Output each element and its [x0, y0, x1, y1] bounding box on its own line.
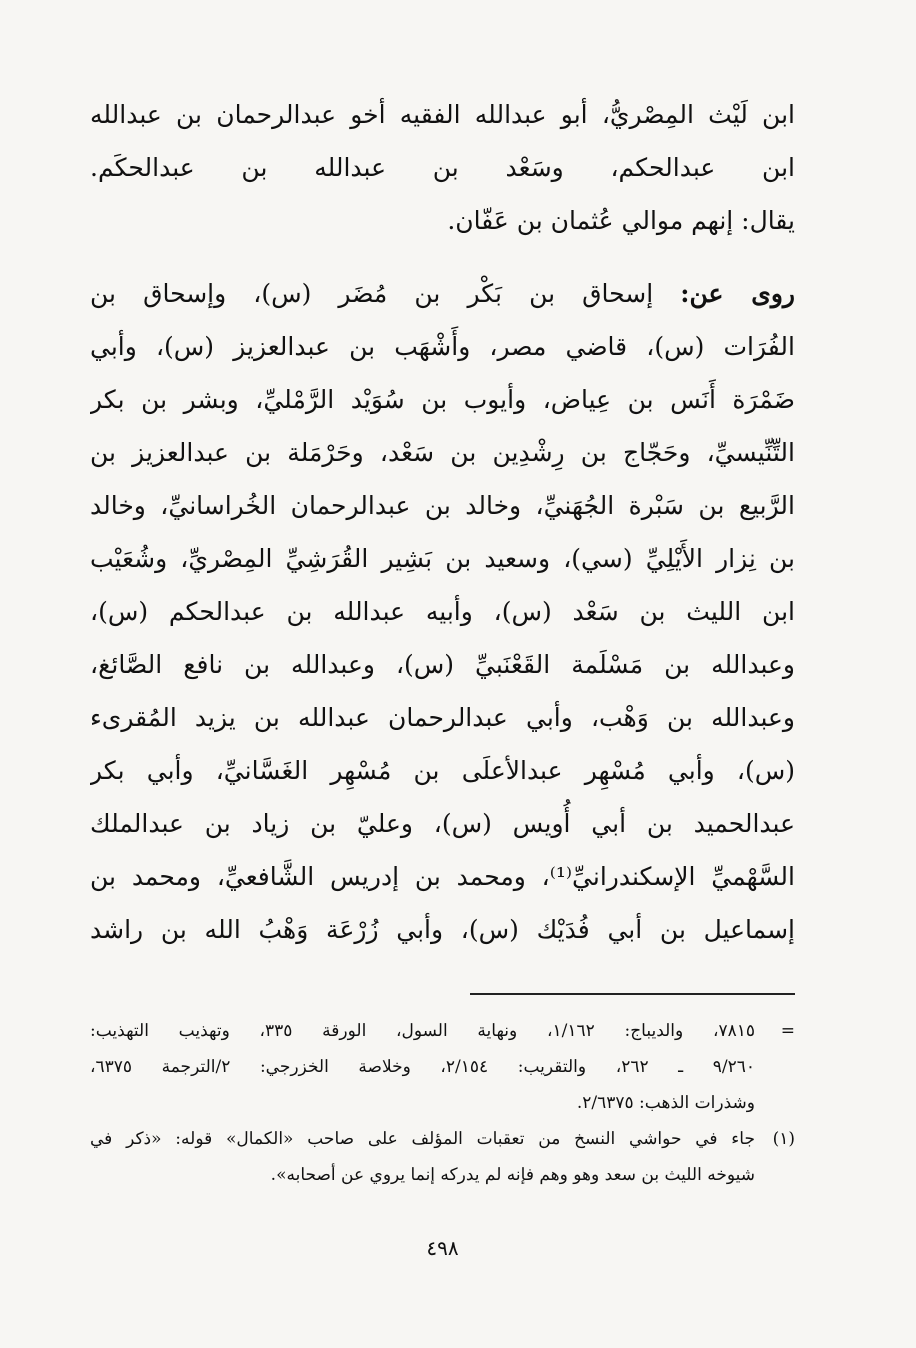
- narrated-from-paragraph: [90, 267, 795, 956]
- footnote-body: [90, 1013, 755, 1121]
- text-line: ابن الليث بن سَعْد (س)، وأبيه عبدالله بن عبدالحكم (س)،: [90, 597, 795, 626]
- footnotes: [90, 1013, 795, 1193]
- text-line: الرَّبيع بن سَبْرة الجُهَنيِّ، وخالد بن عبدالرحمان الخُراسانيِّ، وخالد: [90, 491, 795, 520]
- footnote-separator: [470, 993, 795, 995]
- text-line: السَّهْميِّ الإسكندرانيِّ⁽¹⁾، ومحمد بن إدريس الشَّافعيِّ، ومحمد بن: [90, 862, 795, 891]
- text-line: ابن عبدالحكم، وسَعْد بن عبدالله بن عبدالحكَم.: [90, 153, 795, 182]
- footnote-line: ٧٨١٥، والديباج: ١/١٦٢، ونهاية السول، الورقة ٣٣٥، وتهذيب التهذيب:: [90, 1021, 755, 1041]
- text-line: الفُرَات (س)، قاضي مصر، وأَشْهَب بن عبدالعزيز (س)، وأبي: [90, 332, 795, 361]
- text-line: إسماعيل بن أبي فُدَيْك (س)، وأبي زُرْعَة وَهْبُ الله بن راشد: [90, 915, 795, 944]
- footnote-line: جاء في حواشي النسخ من تعقبات المؤلف على صاحب «الكمال» قوله: «ذكر في: [90, 1129, 755, 1149]
- biography-intro: [90, 88, 795, 247]
- text-line: وعبدالله بن مَسْلَمة القَعْنَبيِّ (س)، وعبدالله بن نافع الصَّائغ،: [90, 650, 795, 679]
- book-page: [90, 88, 795, 1298]
- text-line: ضَمْرَة أَنَس بن عِياض، وأيوب بن سُوَيْد الرَّمْليِّ، وبشر بن بكر: [90, 385, 795, 414]
- text-line: ابن لَيْث المِصْريُّ، أبو عبدالله الفقيه أخو عبدالرحمان بن عبدالله: [90, 100, 795, 129]
- page-number: ٤٩٨: [426, 1236, 459, 1260]
- text-line: بن نِزار الأَيْلِيِّ (سي)، وسعيد بن بَشِير القُرَشِيِّ المِصْريِّ، وشُعَيْب: [90, 544, 795, 573]
- text-line: (س)، وأبي مُسْهِر عبدالأعلَى بن مُسْهِر الغَسَّانيِّ، وأبي بكر: [90, 756, 795, 785]
- footnote-marker: (١): [772, 1129, 795, 1149]
- text-line: التِّنِّيسيِّ، وحَجّاج بن رِشْدِين بن سَعْد، وحَرْمَلة بن عبدالعزيز بن: [90, 438, 795, 467]
- main-text: [90, 88, 795, 956]
- footnote-1: [90, 1121, 795, 1193]
- text-fragment: إسحاق بن بَكْر بن مُضَر (س)، وإسحاق بن: [90, 279, 681, 308]
- footnote-continued: [90, 1013, 795, 1121]
- text-line: يقال: إنهم موالي عُثمان بن عَفّان.: [447, 206, 795, 235]
- text-line: وعبدالله بن وَهْب، وأبي عبدالرحمان عبدالله بن يزيد المُقرىء: [90, 703, 795, 732]
- narrated-from-label: روى عن:: [680, 279, 795, 308]
- footnote-line: شيوخه الليث بن سعد وهو وهم فإنه لم يدركه إنما يروي عن أصحابه».: [270, 1165, 755, 1185]
- footnote-body: [90, 1121, 755, 1193]
- footnote-line: ٩/٢٦٠ ـ ٢٦٢، والتقريب: ٢/١٥٤، وخلاصة الخزرجي: ٢/الترجمة ٦٣٧٥،: [90, 1057, 755, 1077]
- footnote-marker: =: [780, 1021, 795, 1041]
- text-line: [90, 267, 795, 320]
- footnote-line: وشذرات الذهب: ٢/٦٣٧٥.: [576, 1093, 755, 1113]
- text-line: عبدالحميد بن أبي أُويس (س)، وعليّ بن زياد بن عبدالملك: [90, 809, 795, 838]
